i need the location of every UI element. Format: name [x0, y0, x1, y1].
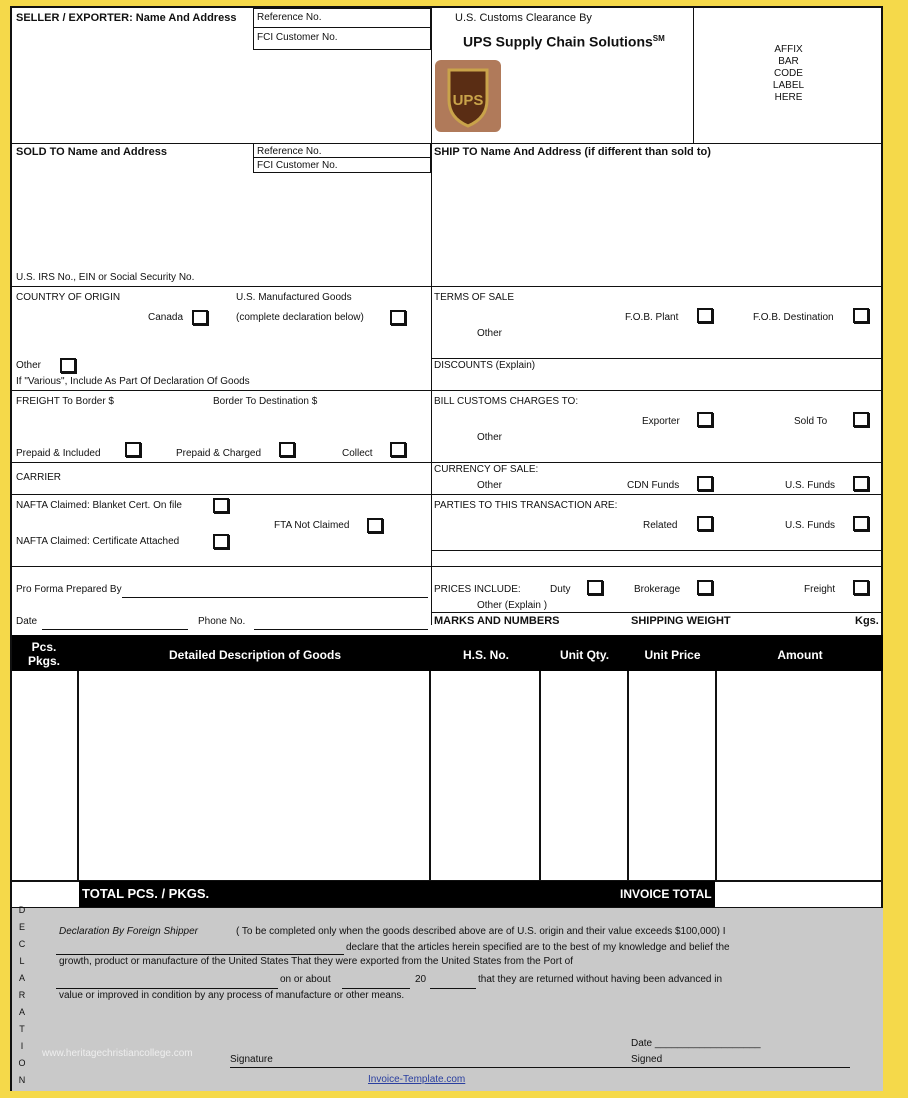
amount-header: Amount — [777, 648, 823, 662]
unit-price-header: Unit Price — [644, 648, 701, 662]
declaration-condition: ( To be completed only when the goods described above are of U.S. origin and their value exceeds $100,000) I — [236, 926, 726, 937]
nafta-blanket-label: NAFTA Claimed: Blanket Cert. On file — [16, 500, 182, 511]
terms-title: TERMS OF SALE — [434, 292, 515, 303]
seller-title: SELLER / EXPORTER: Name And Address — [16, 12, 237, 24]
canada-checkbox[interactable] — [192, 310, 208, 325]
prepaid-charged-label: Prepaid & Charged — [176, 448, 262, 459]
sold-to-fci-label: FCI Customer No. — [257, 160, 338, 171]
collect-checkbox[interactable] — [390, 442, 406, 457]
prepaid-included-checkbox[interactable] — [125, 442, 141, 457]
prepaid-included-label: Prepaid & Included — [16, 448, 101, 459]
declaration-line2: declare that the articles herein specified are to the best of my knowledge and belief the — [346, 942, 730, 953]
fob-destination-checkbox[interactable] — [853, 308, 869, 323]
invoice-total-label: INVOICE TOTAL — [620, 887, 712, 901]
seller-fci-label: FCI Customer No. — [257, 32, 338, 43]
origin-other-label: Other — [16, 360, 42, 371]
duty-checkbox[interactable] — [587, 580, 603, 595]
phone-label: Phone No. — [198, 616, 246, 627]
bill-other-label: Other — [477, 432, 503, 443]
signature-line[interactable] — [230, 1067, 850, 1068]
proforma-date-label: Date — [16, 616, 38, 627]
currency-other-label: Other — [477, 480, 503, 491]
shipping-weight-label: SHIPPING WEIGHT — [631, 615, 731, 627]
declaration-line5: value or improved in condition by any process of manufacture or other means. — [59, 990, 405, 1001]
border-to-destination-label: Border To Destination $ — [213, 396, 318, 407]
port-line[interactable] — [56, 988, 278, 989]
related-label: Related — [643, 520, 678, 531]
parties-us-funds-checkbox[interactable] — [853, 516, 869, 531]
currency-us-funds-checkbox[interactable] — [853, 476, 869, 491]
nafta-attached-label: NAFTA Claimed: Certificate Attached — [16, 536, 180, 547]
origin-title: COUNTRY OF ORIGIN — [16, 292, 121, 303]
ups-logo — [435, 60, 501, 132]
fta-not-claimed-label: FTA Not Claimed — [274, 520, 350, 531]
cdn-funds-label: CDN Funds — [627, 480, 680, 491]
nafta-blanket-checkbox[interactable] — [213, 498, 229, 513]
freight-to-border-label: FREIGHT To Border $ — [16, 396, 114, 407]
on-or-about-line[interactable] — [342, 988, 410, 989]
seller-reference-label: Reference No. — [257, 12, 322, 23]
fob-plant-label: F.O.B. Plant — [625, 312, 679, 323]
prices-freight-checkbox[interactable] — [853, 580, 869, 595]
terms-other-label: Other — [477, 328, 503, 339]
watermark-text: www.heritagechristiancollege.com — [42, 1048, 193, 1059]
marks-numbers-label: MARKS AND NUMBERS — [434, 615, 560, 627]
on-or-about-label: on or about — [280, 974, 331, 985]
commercial-invoice-form — [10, 6, 883, 1091]
fta-not-claimed-checkbox[interactable] — [367, 518, 383, 533]
kgs-label: Kgs. — [855, 615, 879, 627]
declaration-vertical-label: D E C L A R A T I O N — [18, 905, 26, 1085]
declaration-title: Declaration By Foreign Shipper — [59, 926, 198, 937]
description-header: Detailed Description of Goods — [168, 648, 342, 662]
proforma-date-line[interactable] — [42, 629, 188, 630]
canada-label: Canada — [148, 312, 184, 323]
customs-clearance-label: U.S. Customs Clearance By — [455, 12, 592, 24]
currency-title: CURRENCY OF SALE: — [434, 464, 539, 475]
declaration-date-label: Date ___________________ — [631, 1038, 761, 1049]
total-pcs-label: TOTAL PCS. / PKGS. — [82, 886, 210, 901]
discounts-title: DISCOUNTS (Explain) — [434, 360, 536, 371]
declaration-note: (complete declaration below) — [236, 312, 364, 323]
sold-to-reference-label: Reference No. — [257, 146, 322, 157]
cdn-funds-checkbox[interactable] — [697, 476, 713, 491]
nafta-attached-checkbox[interactable] — [213, 534, 229, 549]
returned-text: that they are returned without having been advanced in — [478, 974, 723, 985]
various-note: If "Various", Include As Part Of Declaration Of Goods — [16, 376, 250, 387]
related-checkbox[interactable] — [697, 516, 713, 531]
brokerage-checkbox[interactable] — [697, 580, 713, 595]
irs-label: U.S. IRS No., EIN or Social Security No. — [16, 272, 195, 283]
year-line[interactable] — [430, 988, 476, 989]
fob-destination-label: F.O.B. Destination — [753, 312, 834, 323]
barcode-placeholder: AFFIX BAR CODE LABEL HERE — [772, 44, 805, 103]
bill-customs-title: BILL CUSTOMS CHARGES TO: — [434, 396, 579, 407]
bill-sold-to-label: Sold To — [794, 416, 828, 427]
footer-link[interactable]: Invoice-Template.com — [368, 1074, 466, 1085]
us-goods-checkbox[interactable] — [390, 310, 406, 325]
exporter-label: Exporter — [642, 416, 680, 427]
hs-no-header: H.S. No. — [462, 648, 509, 662]
ship-to-title: SHIP TO Name And Address (if different than sold to) — [434, 146, 711, 158]
signature-label: Signature — [230, 1054, 273, 1065]
prices-include-title: PRICES INCLUDE: — [434, 584, 521, 595]
declaration-line3: growth, product or manufacture of the United States That they were exported from the United States from the Port of — [59, 956, 573, 967]
prices-freight-label: Freight — [804, 584, 836, 595]
brokerage-label: Brokerage — [634, 584, 681, 595]
duty-label: Duty — [550, 584, 571, 595]
goods-table-body[interactable] — [12, 671, 883, 880]
signed-label: Signed — [631, 1054, 663, 1065]
twenty-label: 20 — [415, 974, 427, 985]
parties-us-funds-label: U.S. Funds — [785, 520, 836, 531]
parties-title: PARTIES TO THIS TRANSACTION ARE: — [434, 500, 618, 511]
us-goods-label: U.S. Manufactured Goods — [236, 292, 352, 303]
origin-other-checkbox[interactable] — [60, 358, 76, 373]
unit-qty-header: Unit Qty. — [559, 648, 610, 662]
ups-company-name: UPS Supply Chain Solutions℠ — [463, 33, 665, 50]
prepaid-charged-checkbox[interactable] — [279, 442, 295, 457]
collect-label: Collect — [342, 448, 373, 459]
prices-other-label: Other (Explain ) — [477, 600, 548, 611]
fob-plant-checkbox[interactable] — [697, 308, 713, 323]
pcs-header: Pcs. Pkgs. — [27, 640, 60, 668]
carrier-title: CARRIER — [16, 472, 62, 483]
currency-us-funds-label: U.S. Funds — [785, 480, 836, 491]
proforma-prepared-label: Pro Forma Prepared By — [16, 584, 122, 595]
sold-to-title: SOLD TO Name and Address — [16, 146, 167, 158]
declaration-name-line[interactable] — [56, 954, 344, 955]
exporter-checkbox[interactable] — [697, 412, 713, 427]
phone-line[interactable] — [254, 629, 428, 630]
ups-logo-text: UPS — [452, 92, 484, 109]
proforma-prepared-line[interactable] — [122, 597, 428, 598]
bill-sold-to-checkbox[interactable] — [853, 412, 869, 427]
